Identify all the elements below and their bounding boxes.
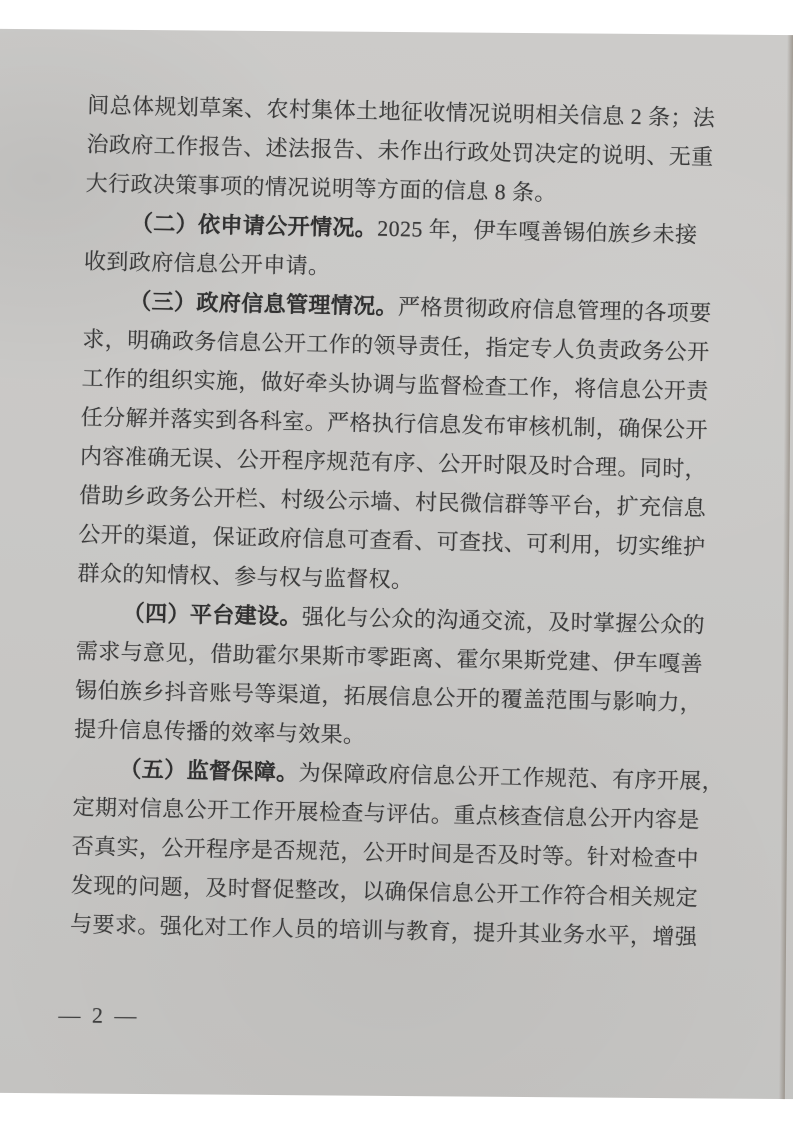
text-line: 群众的知情权、参与权与监督权。 (77, 560, 414, 593)
text-line: （五）监督保障。为保障政府信息公开工作规范、有序开展， (119, 756, 725, 795)
text-line: （三）政府信息管理情况。严格贯彻政府信息管理的各项要 (128, 288, 712, 326)
text-line: （二）依申请公开情况。2025 年，伊车嘎善锡伯族乡未接 (130, 210, 698, 248)
text-line: （四）平台建设。强化与公众的沟通交流，及时掌握公众的 (122, 600, 706, 638)
paragraph-heading: （四）平台建设。 (122, 600, 303, 630)
paper-sheet (0, 29, 793, 1099)
text-line: 发现的问题，及时督促整改，以确保信息公开工作符合相关规定 (70, 872, 699, 911)
text-line: 借助乡政务公开栏、村级公示墙、村民微信群等平台，扩充信息 (78, 482, 707, 521)
text-line: 内容准确无误、公开程序规范有序、公开时限及时合理。同时， (79, 443, 708, 482)
text-line: 锡伯族乡抖音账号等渠道，拓展信息公开的覆盖范围与影响力， (74, 677, 703, 716)
text-line: 大行政决策事项的情况说明等方面的信息 8 条。 (85, 170, 558, 206)
text-line: 间总体规划草案、农村集体土地征收情况说明相关信息 2 条；法 (87, 92, 716, 131)
paper-edge-shadow (779, 35, 793, 1099)
document-body (70, 86, 739, 957)
text-line: 求，明确政务信息公开工作的领导责任，指定专人负责政务公开 (82, 326, 710, 365)
text-line: 需求与意见，借助霍尔果斯市零距离、霍尔果斯党建、伊车嘎善 (75, 638, 704, 677)
text-line: 公开的渠道，保证政府信息可查看、可查找、可利用，切实维护 (78, 521, 706, 560)
text-line: 否真实，公开程序是否规范，公开时间是否及时等。针对检查中 (71, 833, 700, 872)
text-line: 与要求。强化对工作人员的培训与教育，提升其业务水平，增强 (69, 911, 698, 950)
paragraph-heading: （五）监督保障。 (119, 756, 299, 786)
paragraph-heading: （二）依申请公开情况。 (130, 210, 378, 241)
text-line: 提升信息传播的效率与效果。 (74, 716, 366, 748)
paragraph-heading: （三）政府信息管理情况。 (128, 288, 399, 320)
text-line: 治政府工作报告、述法报告、未作出行政处罚决定的说明、无重 (86, 131, 714, 170)
text-line: 工作的组织实施，做好牵头协调与监督检查工作，将信息公开责 (81, 365, 709, 404)
text-line: 定期对信息公开工作开展检查与评估。重点核查信息公开内容是 (72, 794, 700, 833)
text-line: 收到政府信息公开申请。 (83, 248, 331, 279)
page-number: — 2 — (58, 1002, 140, 1028)
text-line: 任分解并落实到各科室。严格执行信息发布审核机制，确保公开 (80, 404, 709, 443)
